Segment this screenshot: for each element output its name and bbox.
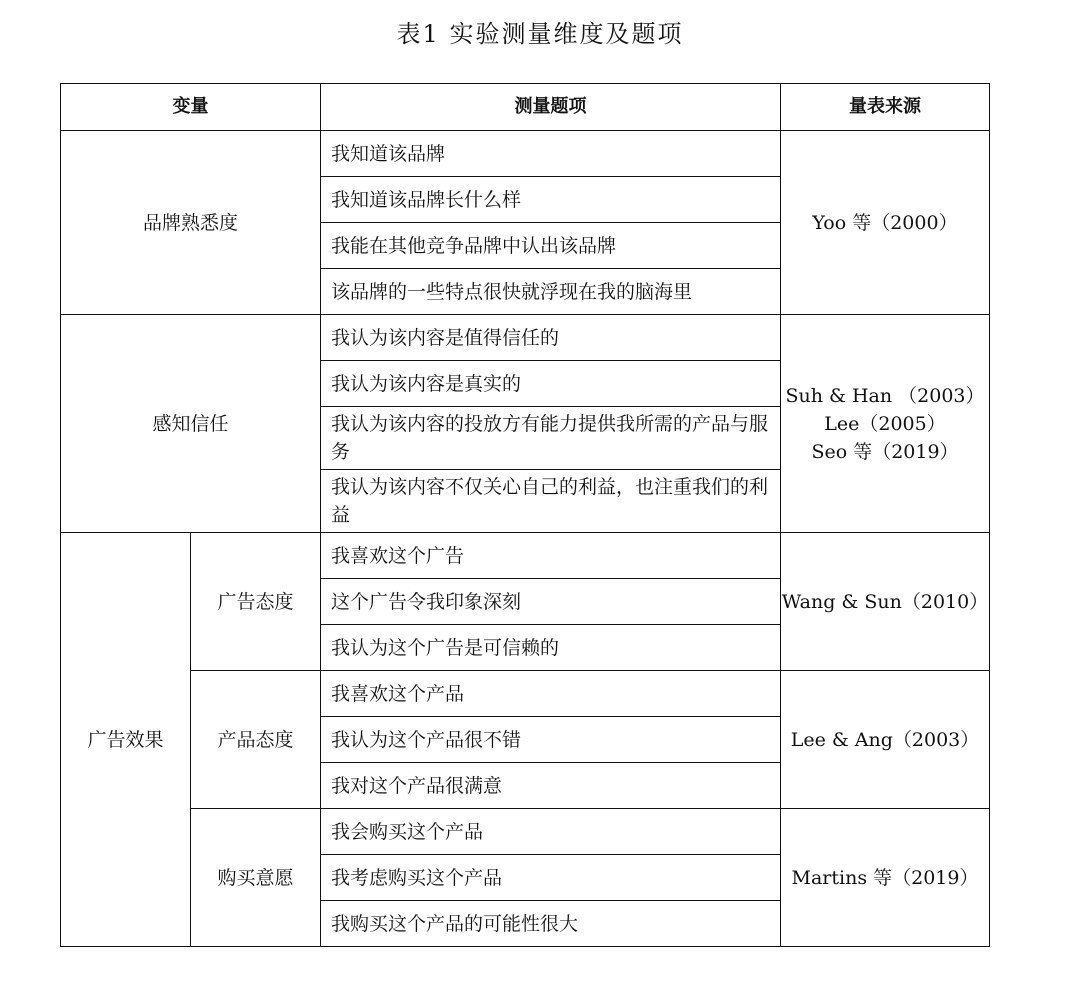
source-ad-attitude: Wang & Sun（2010） <box>781 533 990 671</box>
item-cell: 我认为该内容不仅关心自己的利益，也注重我们的利益 <box>321 470 781 533</box>
measurement-table <box>60 83 990 947</box>
header-variable: 变量 <box>61 84 321 131</box>
variable-brand-familiarity: 品牌熟悉度 <box>61 131 321 315</box>
table-row <box>61 533 990 579</box>
item-cell: 该品牌的一些特点很快就浮现在我的脑海里 <box>321 269 781 315</box>
source-line: Seo 等（2019） <box>811 440 959 463</box>
item-cell: 我知道该品牌长什么样 <box>321 177 781 223</box>
table-row <box>61 671 990 717</box>
item-cell: 我喜欢这个广告 <box>321 533 781 579</box>
source-line: Lee（2005） <box>824 412 946 435</box>
variable-perceived-trust: 感知信任 <box>61 315 321 533</box>
source-perceived-trust <box>781 315 990 533</box>
item-cell: 我考虑购买这个产品 <box>321 855 781 901</box>
subvariable-ad-attitude: 广告态度 <box>191 533 321 671</box>
table-row <box>61 809 990 855</box>
item-cell: 我喜欢这个产品 <box>321 671 781 717</box>
table-row <box>61 131 990 177</box>
table-row <box>61 315 990 361</box>
subvariable-purchase-intention: 购买意愿 <box>191 809 321 947</box>
item-cell: 我知道该品牌 <box>321 131 781 177</box>
source-line: Suh & Han （2003） <box>785 384 985 407</box>
source-purchase-intention: Martins 等（2019） <box>781 809 990 947</box>
header-row <box>61 84 990 131</box>
variable-ad-effect: 广告效果 <box>61 533 191 947</box>
item-cell: 我认为该内容的投放方有能力提供我所需的产品与服务 <box>321 407 781 470</box>
item-cell: 我会购买这个产品 <box>321 809 781 855</box>
subvariable-product-attitude: 产品态度 <box>191 671 321 809</box>
item-cell: 我认为这个广告是可信赖的 <box>321 625 781 671</box>
source-product-attitude: Lee & Ang（2003） <box>781 671 990 809</box>
item-cell: 这个广告令我印象深刻 <box>321 579 781 625</box>
source-brand-familiarity: Yoo 等（2000） <box>781 131 990 315</box>
item-cell: 我认为该内容是真实的 <box>321 361 781 407</box>
item-cell: 我购买这个产品的可能性很大 <box>321 901 781 947</box>
item-cell: 我能在其他竞争品牌中认出该品牌 <box>321 223 781 269</box>
item-cell: 我认为该内容是值得信任的 <box>321 315 781 361</box>
header-source: 量表来源 <box>781 84 990 131</box>
item-cell: 我对这个产品很满意 <box>321 763 781 809</box>
table-caption: 表1 实验测量维度及题项 <box>396 20 684 48</box>
item-cell: 我认为这个产品很不错 <box>321 717 781 763</box>
header-items: 测量题项 <box>321 84 781 131</box>
